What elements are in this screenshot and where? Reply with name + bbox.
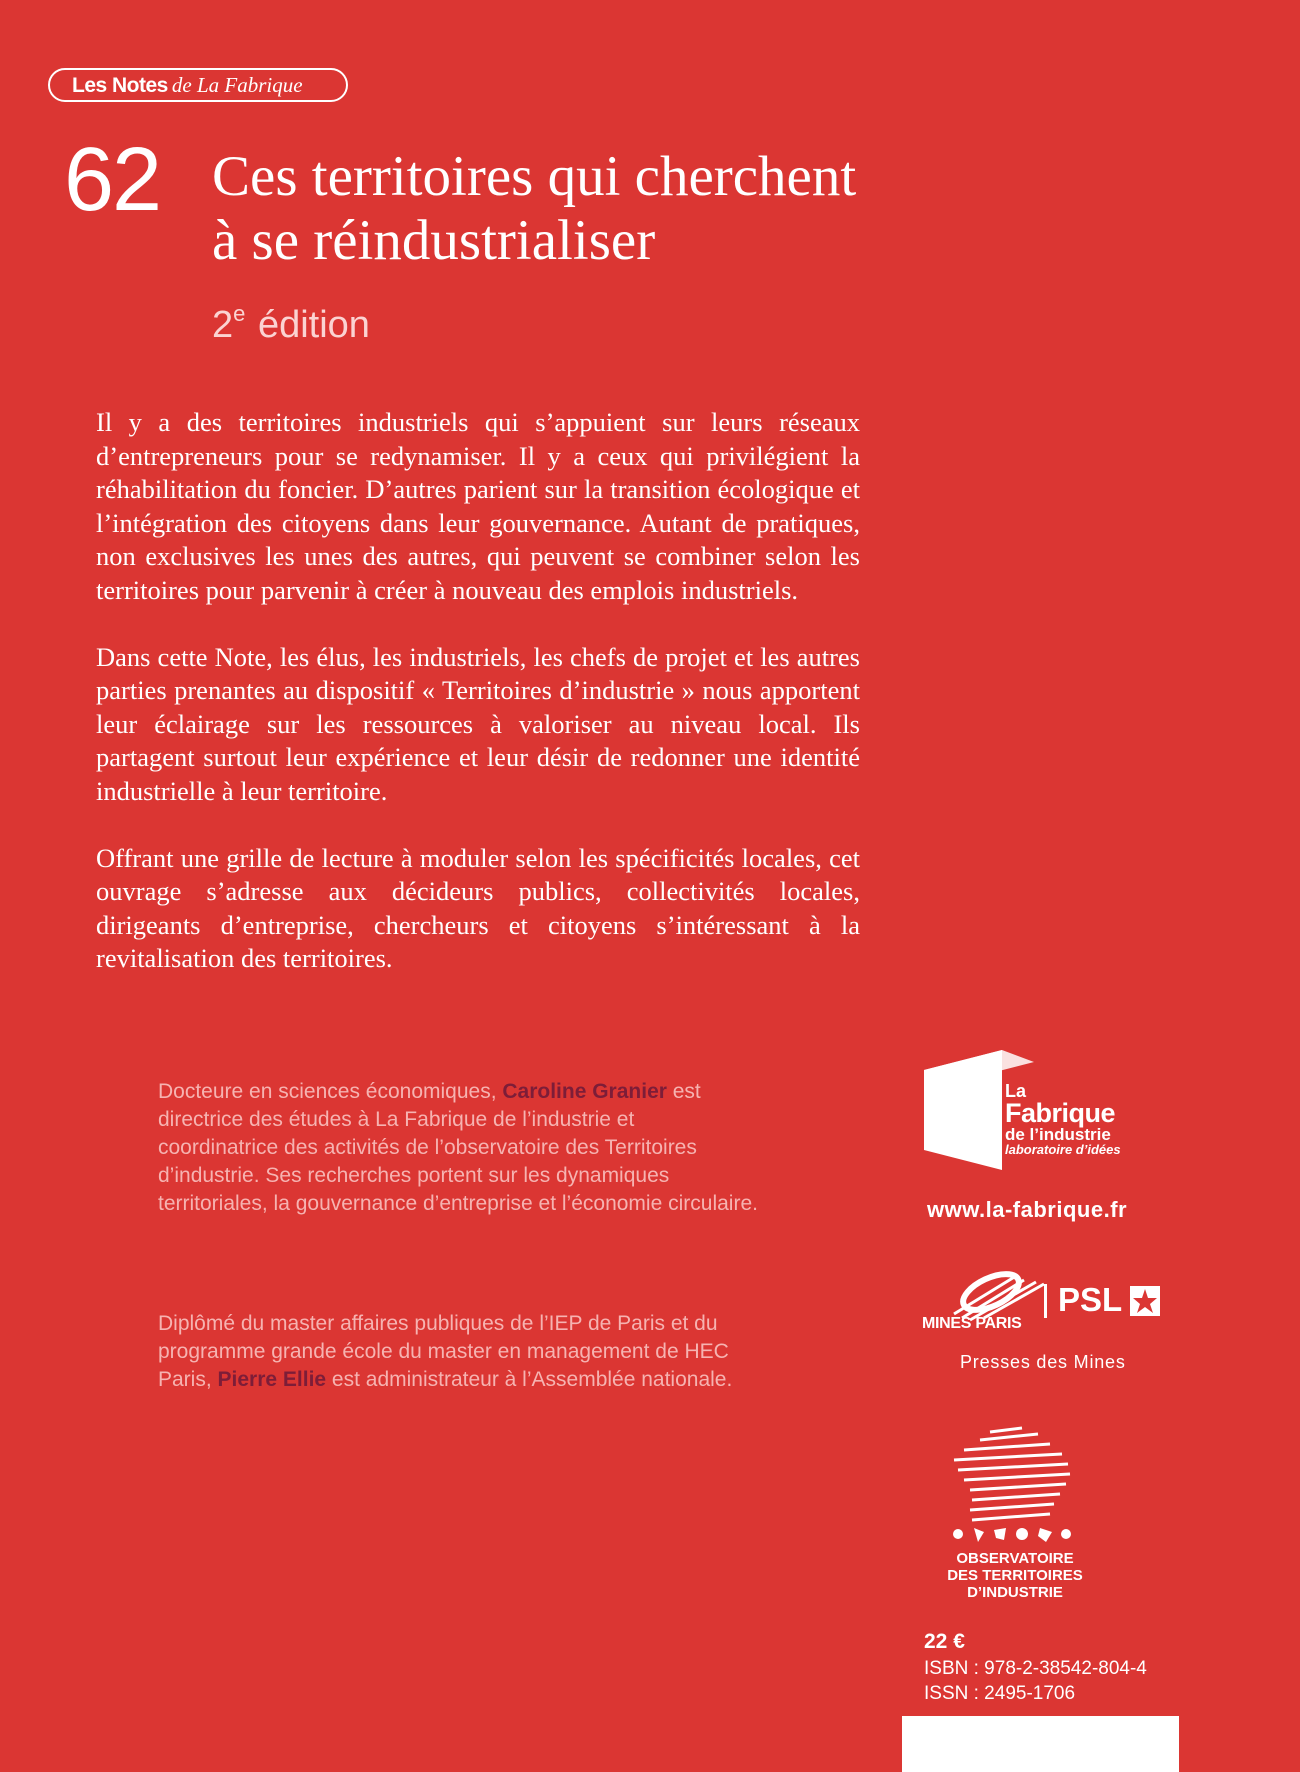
price: 22 € <box>924 1630 965 1653</box>
logo-line: D’INDUSTRIE <box>967 1584 1063 1601</box>
website-link[interactable]: www.la-fabrique.fr <box>927 1197 1128 1222</box>
logo-line: La <box>1005 1081 1027 1101</box>
series-subtitle: de La Fabrique <box>171 73 303 97</box>
book-title-line-2: à se réindustrialiser <box>212 209 656 272</box>
back-cover-blurb <box>96 406 860 1009</box>
isbn: ISBN : 978-2-38542-804-4 <box>924 1658 1147 1679</box>
series-name: Les Notes <box>72 74 168 97</box>
author-bio-pierre-ellie <box>158 1310 758 1394</box>
book-title <box>212 145 1112 273</box>
bio-text: Diplômé du master affaires publiques de l’IEP de Paris et du programme grande école du master en management de HEC Paris, <box>158 1312 729 1391</box>
mines-paris-emblem-icon <box>946 1262 1046 1322</box>
bio-text: est administrateur à l’Assemblée nationale. <box>326 1368 733 1391</box>
overseas-territories-icon <box>950 1522 1078 1546</box>
la-fabrique-logo-text <box>1005 1082 1121 1157</box>
bio-text: est directrice des études à La Fabrique de l’industrie et coordinatrice des activités de l’observatoire des Territoires d’industrie. Ses recherches portent sur les dynamiques territoriales, la gouvernance d’entreprise et l’économie circulaire. <box>158 1080 758 1215</box>
series-badge <box>48 68 348 102</box>
psl-star-icon <box>1130 1286 1160 1316</box>
issn: ISSN : 2495-1706 <box>924 1683 1076 1704</box>
author-name: Pierre Ellie <box>217 1368 327 1391</box>
bio-text: Docteure en sciences économiques, <box>158 1080 503 1103</box>
logo-line: DES TERRITOIRES <box>947 1567 1083 1584</box>
blurb-paragraph-3: Offrant une grille de lecture à moduler selon les spécificités locales, cet ouvrage s’adresse aux décideurs publics, collectivités locales, dirigeants d’entreprise, chercheurs et citoyens s’intéressant à la revitalisation des territoires. <box>96 842 860 973</box>
presses-des-mines-label: Presses des Mines <box>960 1352 1126 1372</box>
blurb-paragraph-1: Il y a des territoires industriels qui s’appuient sur leurs réseaux d’entrepreneurs pour se redynamiser. Il y a ceux qui privilégient la réhabilitation du foncier. D’autres parient sur la transition écologique et l’intégration des citoyens dans leur gouvernance. Autant de pratiques, non exclusives les unes des autres, qui peuvent se combiner selon les territoires pour parvenir à créer à nouveau des emplois industriels. <box>96 407 860 605</box>
issue-number: 62 <box>64 130 161 230</box>
book-title-line-1: Ces territoires qui cherchent <box>212 145 857 208</box>
edition-label <box>212 290 370 349</box>
logo-line: Fabrique <box>1005 1098 1116 1128</box>
edition-number: 2 <box>212 304 234 346</box>
logo-line: de l’industrie <box>1005 1125 1111 1144</box>
barcode-area <box>902 1716 1179 1772</box>
edition-word: édition <box>257 304 370 346</box>
mines-paris-label: MINES PARIS <box>922 1315 1022 1332</box>
psl-logo-text: PSL <box>1058 1281 1123 1318</box>
observatoire-logo-text <box>930 1550 1100 1601</box>
logo-separator <box>1044 1284 1047 1318</box>
logo-line: OBSERVATOIRE <box>956 1550 1074 1567</box>
logo-line: laboratoire d’idées <box>1005 1142 1121 1157</box>
edition-superscript: e <box>233 301 246 326</box>
blurb-paragraph-2: Dans cette Note, les élus, les industriels, les chefs de projet et les autres parties prenantes au dispositif « Territoires d’industrie » nous apportent leur éclairage sur les ressources à valoriser au niveau local. Ils partagent surtout leur expérience et leur désir de redonner une identité industrielle à leur territoire. <box>96 641 860 806</box>
author-name: Caroline Granier <box>502 1080 667 1103</box>
author-bio-caroline-granier <box>158 1078 758 1218</box>
